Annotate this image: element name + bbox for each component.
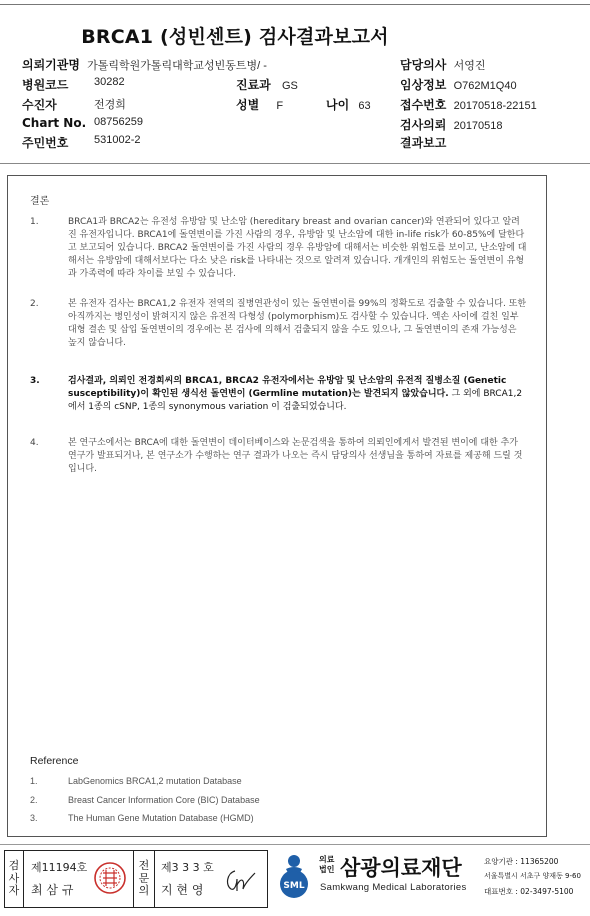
corp-label: 의료법인 [319, 855, 335, 874]
institution-label: 의뢰기관명 [22, 58, 80, 72]
doctor-field [400, 56, 485, 73]
ref-text: The Human Gene Mutation Database (HGMD) [68, 813, 254, 823]
sml-logo-icon [270, 852, 318, 900]
reference-title: Reference [30, 755, 79, 767]
request-label: 검사의뢰 [400, 118, 447, 132]
top-border [0, 4, 590, 5]
resident-no-value: 531002-2 [94, 134, 141, 146]
clinical-field [400, 76, 517, 93]
report-title: BRCA1 (성빈센트) 검사결과보고서 [81, 26, 389, 48]
item-text-normal: 그 외에 BRCA1,2에서 1종의 cSNP, 1종의 synonymous variation 이 검출되었습니다. [68, 389, 523, 412]
patient-value: 전경희 [94, 99, 126, 111]
receipt-value: 20170518-22151 [453, 100, 537, 112]
chart-no-value: 08756259 [94, 116, 143, 128]
org-name-ko: 삼광의료재단 [340, 856, 462, 880]
ref-number: 1. [30, 776, 38, 786]
divider [133, 851, 134, 907]
request-value: 20170518 [453, 120, 503, 132]
item-text: BRCA1과 BRCA2는 유전성 유방암 및 난소암 (hereditary breast and ovarian cancer)와 연관되어 있다고 알려진 유전자입니다. BRCA1에 돌연변이를 가진 사람의 경우, 유방암 및 난소암에 대한 in-life risk가 60-85%에 달한다고 보고되어 있습니다. BRCA2 돌연변이를 가진 사람의 경우 유방암에 대해서는 비슷한 위험도를 보이고, 난소암에 대해서는 유방암에 대해서보다는 다소 낮은 risk를 나타내는 것으로 알려져 있습니다. 개개인의 위험도는 돌연변이 유형과 가족력에 따라 차이를 보일 수 있습니다. [68, 217, 527, 279]
item-number: 4. [30, 438, 39, 448]
age-label: 나이 [326, 98, 350, 112]
examiner-label: 검사자 [8, 859, 20, 897]
divider [23, 851, 24, 907]
chart-no-label: Chart No. [22, 116, 87, 130]
age-field [326, 96, 371, 113]
clinical-label: 임상정보 [400, 78, 447, 92]
examiner-name: 최 삼 규 [31, 883, 74, 897]
hospital-code-value: 30282 [94, 76, 125, 88]
signature-box [4, 850, 268, 908]
doctor-value: 서영진 [453, 60, 486, 72]
institution-value: 가톨릭학원가톨릭대학교성빈동트병/ - [87, 60, 267, 72]
dept-field [236, 76, 298, 93]
examiner-license: 제11194호 [31, 861, 88, 874]
request-field [400, 116, 503, 133]
specialist-label: 전문의 [138, 859, 150, 897]
chart-no-field [22, 116, 143, 130]
divider [154, 851, 155, 907]
item-text: 본 연구소에서는 BRCA에 대한 돌연변이 데이터베이스와 논문검색을 통하여 의뢰인에게서 발견된 변이에 대한 추가 연구가 발표되거나, 본 연구소가 수행하는 연구 결과가 나오는 즉시 담당의사 선생님을 통하여 자료를 제공해 드릴 것입니다. [68, 438, 523, 474]
receipt-field [400, 96, 537, 113]
resident-no-label: 주민번호 [22, 136, 69, 150]
age-value: 63 [358, 100, 371, 112]
org-license: 요양기관 : 11365200 [484, 857, 559, 866]
item-number: 1. [30, 217, 39, 227]
examiner-seal-icon [93, 861, 127, 895]
conclusion-title: 결론 [30, 196, 50, 207]
ref-text: LabGenomics BRCA1,2 mutation Database [68, 776, 242, 786]
resident-no-field [22, 134, 141, 151]
dept-label: 진료과 [236, 78, 271, 92]
sex-label: 성별 [236, 98, 260, 112]
sex-value: F [276, 100, 284, 112]
report-date-field [400, 134, 450, 151]
specialist-name: 지 현 영 [161, 883, 204, 897]
receipt-label: 접수번호 [400, 98, 447, 112]
logo-text: SML [283, 881, 305, 891]
clinical-value: O762M1Q40 [453, 80, 517, 92]
item-number: 3. [30, 376, 40, 386]
specialist-signature-icon [221, 865, 261, 895]
org-phone: 대표번호 : 02-3497-5100 [484, 887, 574, 896]
header-divider [0, 163, 590, 164]
patient-label: 수진자 [22, 98, 57, 112]
ref-number: 2. [30, 795, 38, 805]
org-address: 서울특별시 서초구 양재동 9-60 [484, 872, 581, 880]
hospital-code-label: 병원코드 [22, 78, 69, 92]
report-date-label: 결과보고 [400, 136, 447, 150]
sex-field [236, 96, 283, 113]
item-text: 본 유전자 검사는 BRCA1,2 유전자 전역의 질병연관성이 있는 돌연변이를 99%의 정확도로 검출할 수 있습니다. 또한 아직까지는 병인성이 밝혀지지 않은 유전적 다형성 (polymorphism)도 검사할 수 있습니다. 엑손 사이에 걸친 일부 대형 결손 및 삽입 돌연변이의 경우에는 본 검사에 의해서 검출되지 않을 수도 있으나, 그 돌연변이의 존재 가능성은 높지 않습니다. [68, 299, 527, 348]
item-text [68, 375, 528, 414]
footer-divider [0, 844, 590, 845]
specialist-license: 제3 3 3 호 [161, 861, 214, 874]
item-number: 2. [30, 299, 39, 309]
ref-text: Breast Cancer Information Core (BIC) Database [68, 795, 260, 805]
hospital-code-field [22, 76, 125, 93]
patient-field [22, 96, 126, 113]
dept-value: GS [281, 80, 298, 92]
institution-field [22, 56, 267, 73]
ref-number: 3. [30, 813, 38, 823]
org-name-en: Samkwang Medical Laboratories [320, 882, 467, 893]
doctor-label: 담당의사 [400, 58, 447, 72]
item-text-bold: 검사결과, 의뢰인 전경희씨의 BRCA1, BRCA2 유전자에서는 유방암 및 난소암의 유전적 질병소질 (Genetic susceptibility)이 확인된 생식선 돌연변이 (Germline mutation)는 발견되지 않았습니다. [68, 376, 507, 399]
